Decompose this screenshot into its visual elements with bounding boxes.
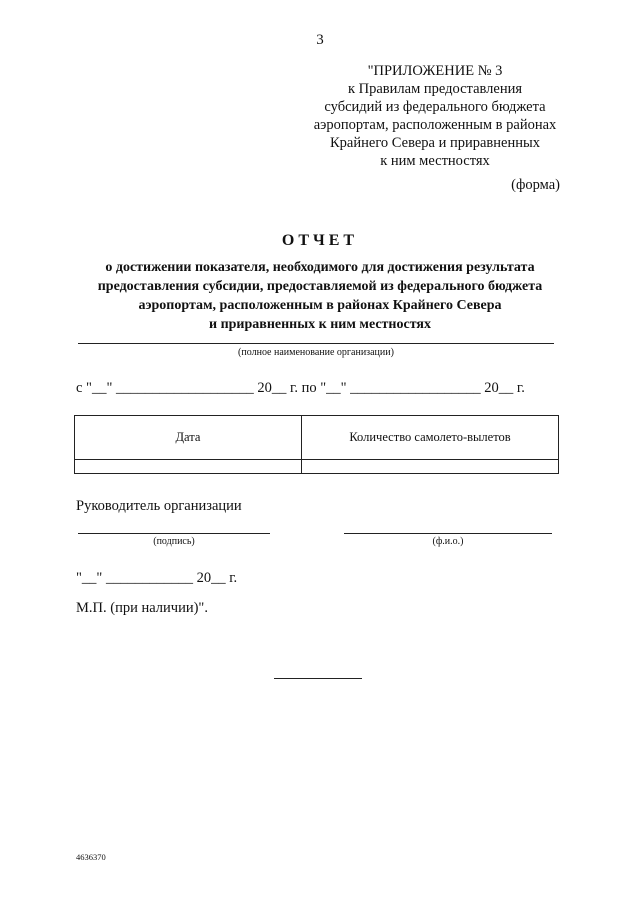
subtitle-line: аэропортам, расположенным в районах Крайнего Севера bbox=[138, 298, 502, 313]
full-name-line bbox=[344, 533, 552, 534]
signature-line bbox=[78, 533, 270, 534]
org-name-line bbox=[78, 343, 554, 344]
form-note: (форма) bbox=[511, 177, 560, 193]
appendix-line: "ПРИЛОЖЕНИЕ № 3 bbox=[367, 63, 503, 79]
org-name-caption: (полное наименование организации) bbox=[238, 347, 394, 358]
reporting-period: с "__" ___________________ 20__ г. по "__" __________________ 20__ г. bbox=[76, 380, 525, 396]
signature-caption: (подпись) bbox=[153, 536, 195, 547]
document-title: ОТЧЕТ bbox=[281, 232, 359, 249]
report-table bbox=[74, 415, 559, 474]
signature-date: "__" ____________ 20__ г. bbox=[76, 570, 238, 586]
page-number: 3 bbox=[316, 32, 324, 48]
column-header-flights: Количество самолето-вылетов bbox=[302, 416, 559, 460]
document-subtitle bbox=[60, 258, 580, 334]
table-row bbox=[75, 460, 559, 474]
table-cell bbox=[75, 460, 302, 474]
stamp-note: М.П. (при наличии)". bbox=[76, 600, 208, 616]
table-header-row bbox=[75, 416, 559, 460]
column-header-date: Дата bbox=[75, 416, 302, 460]
appendix-line: к ним местностях bbox=[380, 153, 490, 169]
appendix-line: субсидий из федерального бюджета bbox=[324, 99, 546, 115]
document-id: 4636370 bbox=[76, 852, 106, 862]
appendix-line: к Правилам предоставления bbox=[347, 81, 523, 97]
table-cell bbox=[302, 460, 559, 474]
appendix-header bbox=[290, 62, 580, 170]
end-separator bbox=[274, 678, 362, 679]
appendix-line: Крайнего Севера и приравненных bbox=[330, 135, 540, 151]
subtitle-line: предоставления субсидии, предоставляемой из федерального бюджета bbox=[97, 279, 543, 294]
full-name-caption: (ф.и.о.) bbox=[432, 536, 464, 547]
subtitle-line: и приравненных к ним местностях bbox=[209, 317, 431, 332]
subtitle-line: о достижении показателя, необходимого для достижения результата bbox=[105, 260, 535, 275]
appendix-line: аэропортам, расположенным в районах bbox=[313, 117, 557, 133]
head-of-organization-label: Руководитель организации bbox=[76, 498, 242, 514]
